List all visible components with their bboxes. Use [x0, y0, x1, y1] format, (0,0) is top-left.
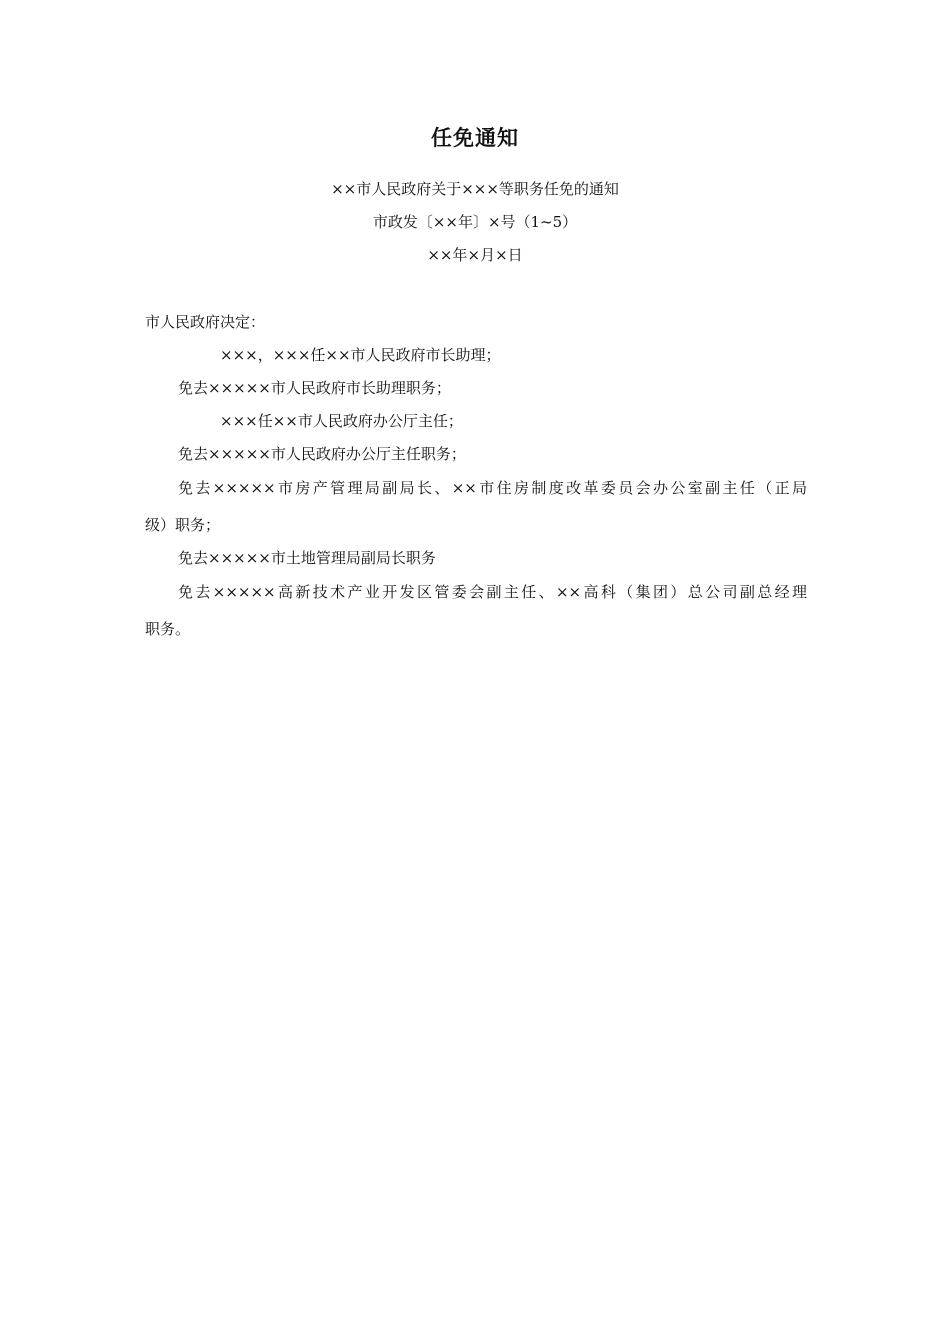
document-date: ××年×月×日 — [427, 246, 523, 264]
appointment-item-continuation: 级）职务； — [145, 516, 221, 534]
appointment-item: 免去×××××市人民政府办公厅主任职务； — [178, 445, 466, 463]
document-number: 市政发〔××年〕×号（1~5） — [372, 213, 578, 231]
appointment-item: 免去×××××市人民政府市长助理职务； — [178, 379, 451, 397]
appointment-item-continuation: 职务。 — [145, 620, 191, 638]
appointment-item: 免去×××××市房产管理局副局长、××市住房制度改革委员会办公室副主任（正局 — [178, 479, 807, 497]
appointment-item: ×××，×××任××市人民政府市长助理； — [220, 346, 501, 364]
decision-intro: 市人民政府决定： — [145, 313, 266, 331]
document-title: 任免通知 — [431, 126, 519, 150]
appointment-item: ×××任××市人民政府办公厅主任； — [220, 412, 463, 430]
appointment-item: 免去×××××市土地管理局副局长职务 — [178, 549, 436, 567]
document-subtitle: ××市人民政府关于×××等职务任免的通知 — [331, 180, 619, 198]
appointment-item: 免去×××××高新技术产业开发区管委会副主任、××高科（集团）总公司副总经理 — [178, 583, 807, 601]
